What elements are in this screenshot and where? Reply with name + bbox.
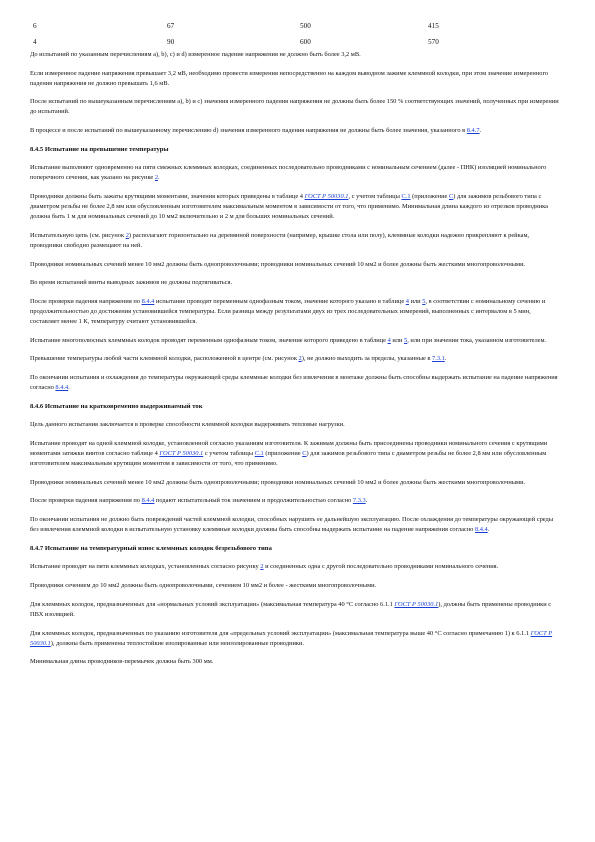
reference-link[interactable]: ГОСТ Р 50030.1 [30,629,553,647]
table-row [30,18,560,34]
text-run: ), должны быть применены теплостойкие изолированные или неизолированные проводники. [50,639,305,647]
text-run: , с учетом таблицы [348,193,402,201]
paragraph [30,496,560,506]
table-cell: 600 [300,38,311,46]
reference-link[interactable]: 4 [405,297,409,305]
text-run: . [158,174,160,182]
text-run: Для клеммных колодок, предназначенных по указанию изготовителя для «предельных условий эксплуатации» (максимальная температура выше 40 °С согласно примечанию 1) к 6.1.1 [30,629,531,637]
table-cell: 4 [33,38,37,46]
text-run: Испытание выполняют одновременно на пяти смежных клеммных колодках, соединенных последовательно проводниками с номинальным сечением (далее - ПНК) изоляцией номинального поперечного сечения, как указано на рисунке [30,164,547,182]
paragraph [30,163,560,183]
reference-link[interactable]: ГОСТ Р 50030.1 [159,450,204,457]
reference-link[interactable]: 2 [154,174,159,182]
reference-link[interactable]: 8.4.7 [466,127,480,135]
text-run: . [479,127,482,135]
paragraph [30,478,560,488]
text-run: После проверки падения напряжения по [30,297,142,305]
reference-link[interactable]: 5 [422,297,426,305]
paragraph [30,373,560,393]
text-run: . [444,355,447,363]
text-run: и соединенных одна с другой последовательно проводниками номинального сечения. [263,563,499,571]
text-run: По окончании испытания не должно быть повреждений частей клеммной колодки, способных нарушить ее дальнейшую эксплуатацию. После охлаждения до температуры окружающей среды без извлечения клеммной колодки в испытательную установку клеммные колодки должны быть способны выдержать испытание на падение напряжения согласно [30,516,554,534]
table-cell: 6 [33,22,37,30]
text-run: ), не должно выходить за пределы, указанные в [301,355,433,363]
text-run: После проверки падения напряжения по [30,497,142,505]
reference-link[interactable]: 4 [387,336,391,344]
text-run: ) для зажимов резьбового типа с диаметром резьбы не более 2,8 мм или обусловленным изготовителем максимальным крутящим моментом в зависимости от того, что применимо. [30,450,547,467]
text-run: Проводники должны быть зажаты крутящими моментами, значения которых приведены в таблице 4 [30,193,305,201]
reference-link[interactable]: 8.4.4 [55,383,69,391]
text-run: Превышение температуры любой части клеммной колодки, расположенной в центре (см. рисунок [30,355,299,363]
text-run: Испытание проводят на одной клеммной колодке, установленной согласно указаниям изготовителя. К зажимам должны быть присоединены проводники номинального сечения с крутящими моментами затяжки винтов согласно таблице 4 [30,440,548,457]
text-run: Испытание проводят на пяти клеммных колодках, установленных согласно рисунку [30,563,261,571]
text-run: После испытаний по вышеуказанным перечислениям а), b) и с) значения измеренного падения напряжения не должны быть более 150 % соответствующих значений, полученных при измерении до испытаний. [30,98,559,116]
text-run: До испытаний по указанным перечислениям а), b), с) и d) измеренное падение напряжения не должно быть более 3,2 мВ. [30,51,361,58]
table-row [30,34,560,50]
text-run: ) располагают горизонтально на деревянной поверхности (например, крышке стола или полу), клеммные колодки надежно прикрепляют к рейкам, проводники свободно размещают на ней. [30,231,530,249]
section-heading [30,145,560,155]
paragraph [30,336,560,346]
reference-link[interactable]: 2 [260,563,264,571]
reference-link[interactable]: С [302,450,307,457]
paragraph [30,50,560,60]
paragraph [30,562,560,572]
text-run: с учетом таблицы [203,450,255,457]
text-run: . [487,526,490,534]
text-run: Проводники номинальных сечений менее 10 мм2 должны быть однопроволочными; проводники номинальных сечений 10 мм2 и более должны быть жесткими многопроволочными. [30,260,526,268]
paragraph [30,231,560,251]
paragraph [30,439,560,469]
paragraph [30,97,560,117]
reference-link[interactable]: ГОСТ Р 50030.1 [304,193,349,201]
text-run: Проводники сечением до 10 мм2 должны быть однопроволочными, сечением 10 мм2 и более - жесткими многопроволочными. [30,582,377,590]
text-run: или [408,297,423,305]
paragraph [30,600,560,620]
text-run: или [390,336,404,344]
reference-link[interactable]: 8.4.4 [141,297,155,305]
paragraph [30,126,560,136]
text-run: 8.4.7 Испытание на температурный износ клеммных колодок безрезьбового типа [30,544,272,552]
text-run: ), должны быть применены проводники с ПВХ изоляцией. [30,600,552,618]
paragraph [30,278,560,288]
text-run: Для клеммных колодок, предназначенных для «нормальных условий эксплуатации» (максимальная температура 40 °С согласно 6.1.1 [30,600,395,608]
text-run: Цель данного испытания заключается в проверке способности клеммной колодки выдерживать тепловые нагрузки. [30,421,345,429]
reference-link[interactable]: 8.4.4 [141,497,155,505]
text-run: Испытательную цепь (см. рисунок [30,231,126,239]
text-run: , или при значении тока, указанном изготовителем. [407,336,547,344]
text-run: 8.4.5 Испытание на превышение температуры [30,145,169,153]
paragraph [30,581,560,591]
reference-link[interactable]: 7.3.1 [432,355,445,363]
text-run: Минимальная длина проводников-перемычек должна быть 300 мм. [30,658,214,666]
paragraph [30,420,560,430]
text-run: подают испытательный ток значением и продолжительностью согласно [154,497,353,505]
reference-link[interactable]: 5 [404,336,408,344]
paragraph [30,192,560,222]
table-cell: 570 [428,38,439,46]
paragraph [30,297,560,327]
document-body [30,50,560,676]
text-run: испытание проводят переменным однофазным током, значение которого указано в таблице [154,297,406,305]
section-heading [30,544,560,554]
table-cell: 67 [167,22,175,30]
text-run: Во время испытаний винты выводных зажимов не должны подтягиваться. [30,279,233,287]
text-run: Проводники номинальных сечений менее 10 мм2 должны быть однопроволочными; проводники номинальных сечений 10 мм2 и более должны быть жесткими многопроволочными. [30,478,526,486]
reference-link[interactable]: 2 [125,231,129,239]
text-run: . [68,383,70,391]
table-cell: 415 [428,22,439,30]
paragraph [30,515,560,535]
paragraph [30,354,560,364]
reference-link[interactable]: С [448,193,454,201]
text-run: ) для зажимов резьбового типа с диаметром резьбы не более 2,8 мм или обусловленным изготовителем максимальным моментом в зависимости от того, что применимо. Минимальная длина каждого из отрезков проводника должна быть 1 м для номинальных сечений до 10 мм2 включительно и 2 м для больших номинальных сечений. [30,193,548,221]
reference-link[interactable]: 7.3.3 [352,497,366,505]
paragraph [30,629,560,649]
table-cell: 500 [300,22,311,30]
text-run: (приложение [410,193,449,201]
reference-link[interactable]: С.1 [254,450,264,457]
values-table [30,18,560,50]
reference-link[interactable]: С.1 [401,193,411,201]
text-run: В процессе и после испытаний по вышеуказанному перечислению d) значения измеренного падения напряжения не должны быть более значения, указанного в [30,127,467,135]
table-cell: 90 [167,38,175,46]
text-run: По окончании испытания и охлаждения до температуры окружающей среды клеммные колодки без извлечения в монтаже должны быть способны выдержать испытание на падение напряжения согласно [30,373,558,391]
text-run: . [365,497,368,505]
paragraph [30,260,560,270]
reference-link[interactable]: 8.4.4 [474,526,488,534]
text-run: Если измеренное падение напряжения превышает 3,2 мВ, необходимо провести измерения непосредственно на каждом выводном зажиме клеммной колодки, при этом значение измеренного падения напряжения не должно превышать 1,6 мВ. [30,69,549,87]
paragraph [30,657,560,667]
paragraph [30,69,560,89]
reference-link[interactable]: ГОСТ Р 50030.1 [394,600,439,608]
reference-link[interactable]: 2 [298,355,302,363]
text-run: 8.4.6 Испытание на кратковременно выдерживаемый ток [30,402,203,410]
section-heading [30,402,560,412]
text-run: Испытание многополюсных клеммных колодок проводят переменным однофазным током, значение которого приведено в таблице [30,336,388,344]
text-run: , в соответствии с номинальному сечению и продолжительностью до достижения установившейся температуры. Если разница между результатами двух из трех последовательных измерений, выполненных с интервалом в 5 мин, составляет менее 1 К, температуру считают установившейся. [30,297,546,325]
text-run: (приложение [263,450,303,457]
